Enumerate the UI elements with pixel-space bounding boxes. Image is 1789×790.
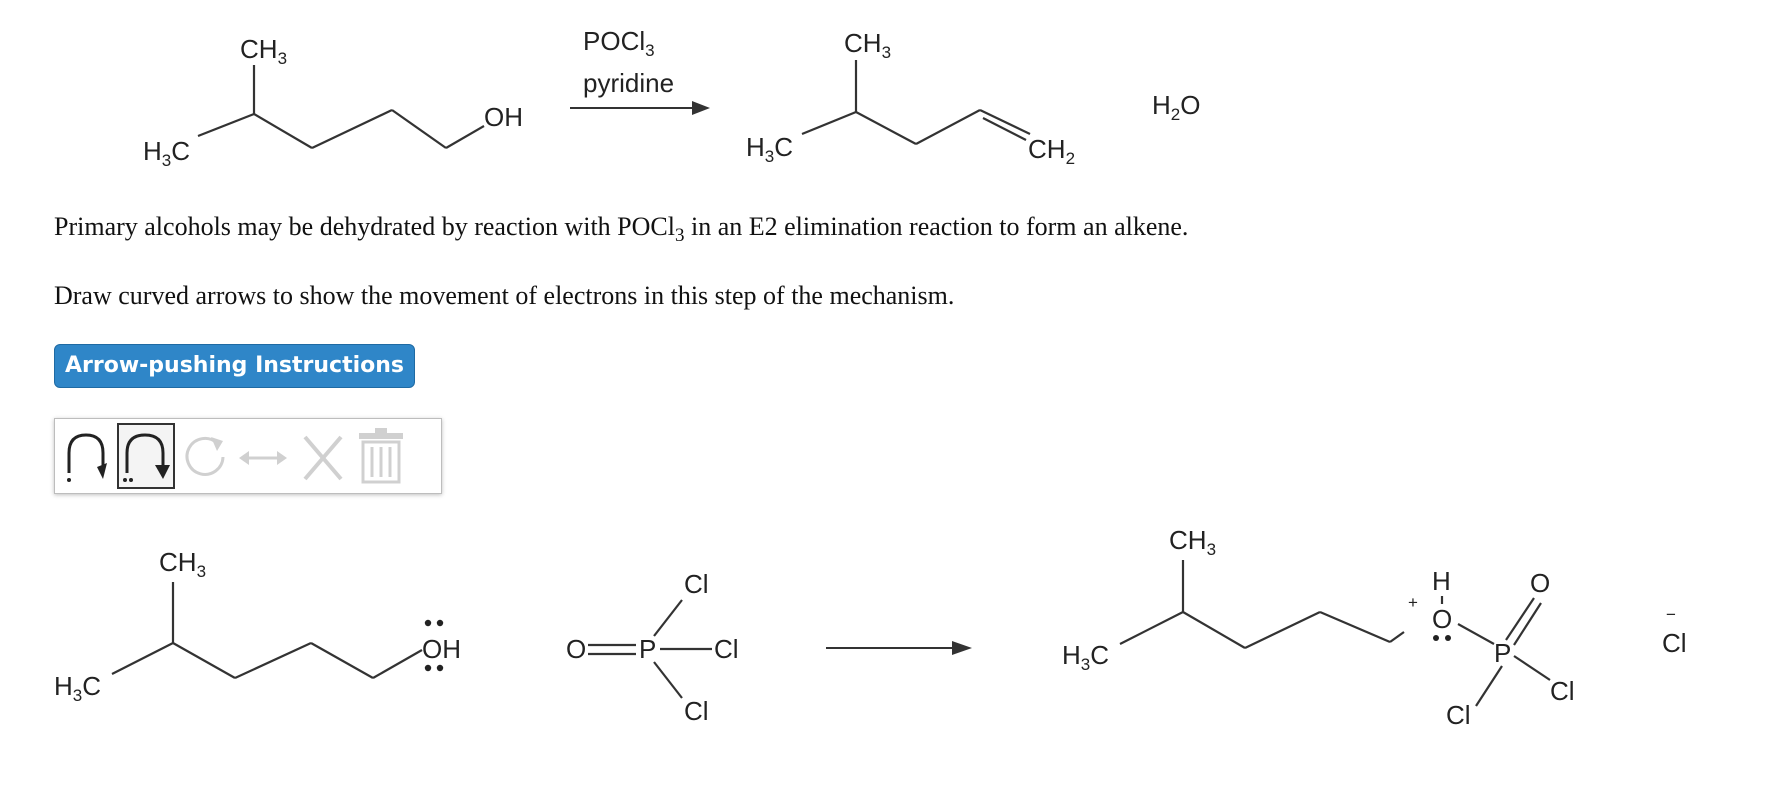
reaction-scheme bbox=[0, 0, 1789, 200]
rotate-tool[interactable] bbox=[175, 423, 233, 489]
oxygen-label: O bbox=[566, 634, 587, 664]
methyl-label: $CH_3$ bbox=[159, 547, 207, 581]
resonance-arrow-icon bbox=[233, 423, 293, 489]
chlorine-bottom-label: Cl bbox=[684, 696, 709, 726]
rotate-icon bbox=[175, 423, 233, 489]
electron-pair-arrow-tool[interactable] bbox=[117, 423, 175, 489]
chlorine-right-label: Cl bbox=[1550, 676, 1575, 706]
instruction-text: Draw curved arrows to show the movement of electrons in this step of the mechanism. bbox=[54, 281, 955, 310]
hydrogen-label: H bbox=[1432, 566, 1451, 596]
reaction-arrowhead bbox=[692, 101, 710, 115]
trash-icon bbox=[351, 423, 411, 489]
single-electron-arrow-icon bbox=[59, 423, 117, 489]
h3c-label: $H_3C$ bbox=[143, 136, 191, 170]
chlorine-bottom-label: Cl bbox=[1446, 700, 1471, 730]
intro-text: Primary alcohols may be dehydrated by reaction with POCl$_3$ in an E2 elimination reaction to form an alkene. bbox=[54, 212, 1189, 247]
resonance-tool[interactable] bbox=[233, 423, 293, 489]
hydroxyl-oxygen-label[interactable]: OH bbox=[422, 634, 461, 664]
phosphorus-label: P bbox=[1494, 638, 1512, 668]
lone-pair-dots[interactable] bbox=[1433, 635, 1451, 641]
methyl-label: $CH_3$ bbox=[240, 34, 288, 68]
h3c-label: $H_3C$ bbox=[746, 132, 794, 166]
reagent-pocl3: POCl$_3$ bbox=[583, 26, 655, 60]
hydroxyl-label: OH bbox=[484, 102, 523, 132]
chloride-label: Cl bbox=[1662, 628, 1687, 658]
delete-tool[interactable] bbox=[293, 423, 351, 489]
single-electron-arrow-tool[interactable] bbox=[59, 423, 117, 489]
methyl-label: $CH_3$ bbox=[844, 28, 892, 62]
reactant-alcohol bbox=[143, 34, 523, 170]
clear-tool[interactable] bbox=[351, 423, 411, 489]
mechanism-chloride[interactable] bbox=[1662, 605, 1687, 658]
reagent-pyridine: pyridine bbox=[583, 68, 675, 98]
positive-charge: + bbox=[1408, 593, 1418, 612]
chlorine-right-label: Cl bbox=[714, 634, 739, 664]
chlorine-top-label: Cl bbox=[684, 569, 709, 599]
arrow-pushing-instructions-button[interactable]: Arrow-pushing Instructions bbox=[54, 344, 415, 388]
water-label: $H_2O$ bbox=[1152, 90, 1201, 124]
negative-charge: − bbox=[1666, 605, 1676, 624]
mechanism-intermediate[interactable] bbox=[1062, 525, 1575, 730]
oxygen-double-label: O bbox=[1530, 568, 1551, 598]
product-alkene bbox=[746, 28, 1075, 168]
mechanism-arrowhead bbox=[952, 641, 972, 655]
mechanism-alcohol[interactable] bbox=[54, 547, 461, 705]
h3c-label: $H_3C$ bbox=[54, 671, 102, 705]
phosphorus-label: P bbox=[639, 634, 657, 664]
oxonium-oxygen-label[interactable]: O bbox=[1432, 604, 1453, 634]
electron-pair-arrow-icon bbox=[119, 425, 173, 487]
methyl-label: $CH_3$ bbox=[1169, 525, 1217, 559]
delete-x-icon bbox=[293, 423, 351, 489]
arrow-toolbar bbox=[54, 418, 442, 494]
methylene-label: $CH_2$ bbox=[1028, 134, 1076, 168]
mechanism-canvas bbox=[0, 520, 1789, 780]
h3c-label: $H_3C$ bbox=[1062, 640, 1110, 674]
mechanism-pocl3[interactable] bbox=[566, 569, 739, 726]
